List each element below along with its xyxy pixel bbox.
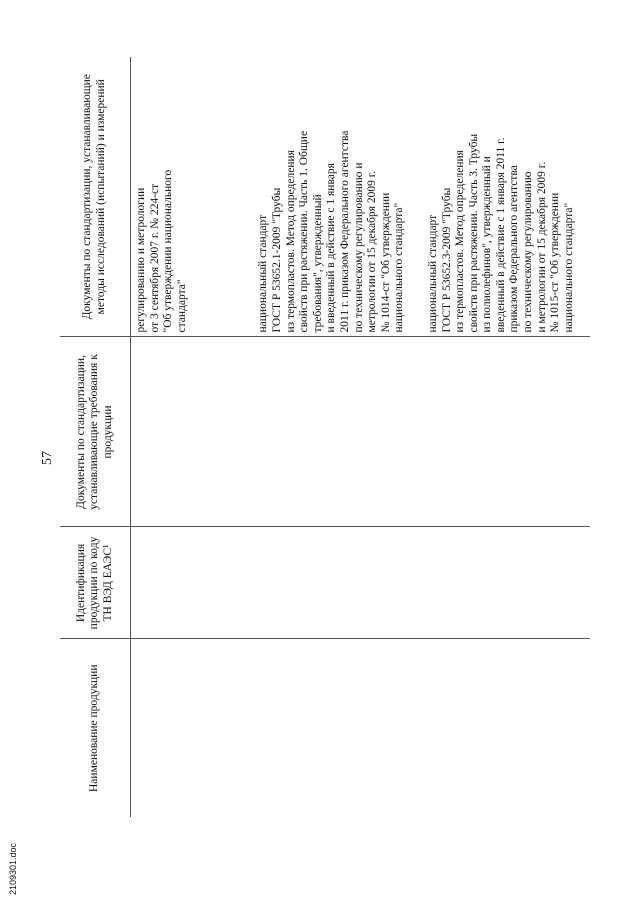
cell-product-name — [131, 639, 591, 817]
header-product-name: Наименование продукции — [60, 639, 131, 817]
text-line: приказом Федерального агентства — [508, 165, 521, 333]
cell-requirements-docs — [131, 337, 591, 527]
text-line: свойств при растяжении. Часть 1. Общие — [298, 130, 311, 333]
text-line: национальный стандарт — [257, 214, 270, 333]
text-line: ГОСТ Р 53652.1-2009 "Трубы — [270, 187, 283, 333]
document-code: 2109301.doc — [8, 842, 18, 895]
text-line: по техническому регулированию и — [352, 162, 365, 333]
text-line: требования", утвержденный — [311, 194, 324, 333]
cell-tnved-code — [131, 527, 591, 639]
table-row — [131, 57, 591, 817]
text-line: свойств при растяжении. Часть 3. Трубы — [467, 133, 480, 333]
text-line: регулированию и метрологии — [135, 187, 147, 333]
cell-methods-docs — [131, 57, 591, 337]
text-line: № 1014-ст "Об утверждении — [379, 192, 392, 333]
text-line: "Об утверждении национального — [162, 169, 175, 333]
table-header-row — [60, 57, 131, 817]
page-number: 57 — [40, 451, 55, 465]
text-line: введенный в действие с 1 января 2011 г. — [494, 137, 507, 333]
standards-table — [60, 57, 590, 817]
text-line: национального стандарта" — [393, 202, 406, 333]
header-tnved-code: Идентификация продукции по коду ТН ВЭД ЕАЭС¹ — [60, 527, 131, 639]
text-line: национального стандарта" — [562, 202, 575, 333]
methods-block-1 — [135, 61, 189, 333]
text-line: национальный стандарт — [426, 214, 439, 333]
text-line: метрологии от 15 декабря 2009 г. — [366, 170, 379, 333]
text-line: из полиолефинов", утвержденный и — [481, 156, 494, 333]
text-line: стандарта" — [175, 279, 188, 333]
text-line: № 1015-ст "Об утверждении — [549, 192, 562, 333]
text-line: от 3 сентября 2007 г. № 224-ст — [148, 183, 161, 333]
text-line: и введенный в действие с 1 января — [325, 163, 338, 333]
text-line: и метрологии от 15 декабря 2009 г. — [535, 161, 548, 333]
header-requirements-docs: Документы по стандартизации, устанавливающие требования к продукции — [60, 337, 131, 527]
text-line: 2011 г. приказом Федерального агентства — [338, 130, 351, 333]
text-line: по техническому регулированию — [522, 171, 535, 333]
methods-block-3 — [427, 61, 577, 333]
text-line: из термопластов. Метод определения — [454, 150, 467, 333]
text-line: ГОСТ Р 53652.3-2009 "Трубы — [440, 187, 453, 333]
methods-block-2 — [257, 61, 407, 333]
text-line: из термопластов. Метод определения — [284, 150, 297, 333]
header-methods-docs: Документы по стандартизации, устанавливающие методы исследований (испытаний) и измерений — [60, 57, 131, 337]
